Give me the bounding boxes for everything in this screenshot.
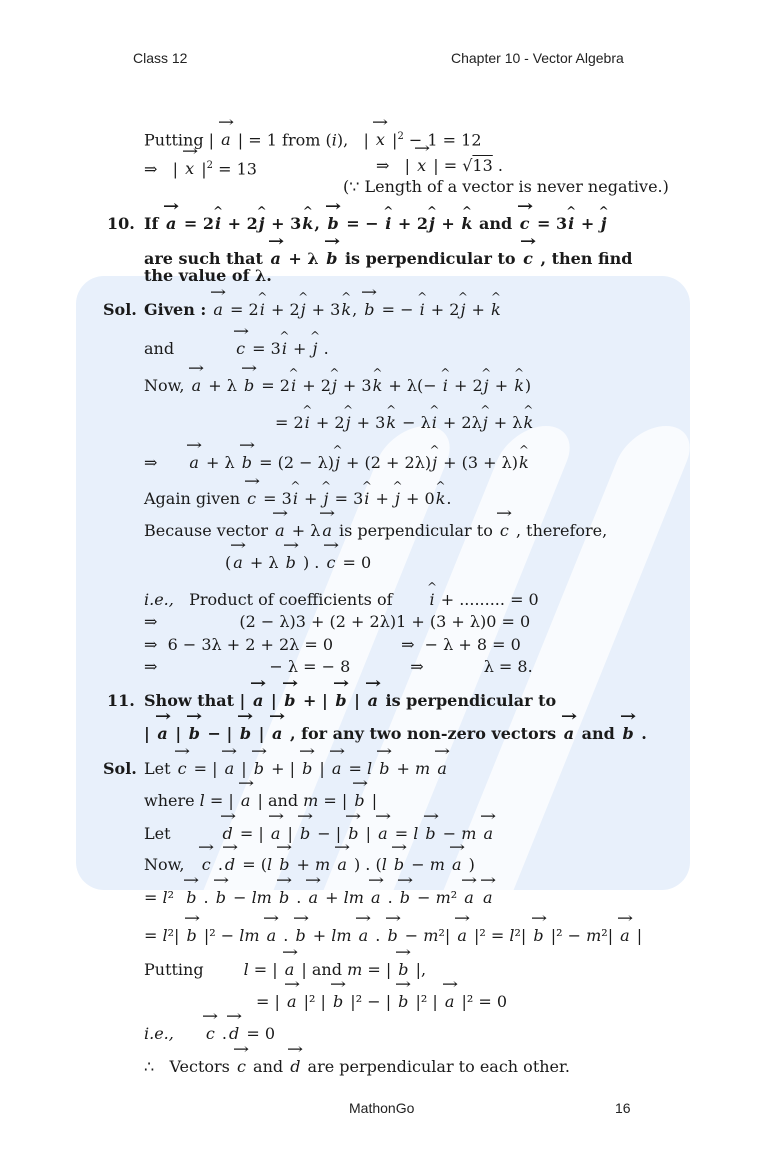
- sol11-putting: Putting l = | → a | and m = | → b |,: [144, 960, 426, 980]
- sol10-step3: ⇒ − λ = − 8 ⇒ λ = 8.: [144, 657, 533, 676]
- question-number-11: 11.: [107, 691, 135, 710]
- intro-line-2-left: ⇒ | → x $|^2 = 13$: [144, 156, 257, 179]
- sol10-now: Now, → a + λ → b = 2^ i + 2^ j + 3^ k + λ(− ^ i + 2^ j + ^ k): [144, 376, 531, 396]
- sol11-result: = | → a |² | → b |² − | → b |² | → a |² = 0: [256, 992, 507, 1012]
- sol10-step2: ⇒ 6 − 3λ + 2 + 2λ = 0 ⇒ − λ + 8 = 0: [144, 635, 521, 654]
- intro-line-2-right: ⇒ | → x | = √13 .: [376, 156, 503, 176]
- question-10-line-2: are such that → a + λ → b is perpendicular to → c , then find: [144, 249, 632, 269]
- sol10-given: Given : → a = 2^ i + 2^ j + 3^ k, → b = − ^ i + 2^ j + ^ k: [144, 300, 502, 320]
- sol10-expand: = 2^ i + 2^ j + 3^ k − λ^ i + 2λ^ j + λ^ k: [275, 413, 534, 433]
- question-10-line-1: If → a = 2^ i + 2^ j + 3^ k, → b = − ^ i + 2^ j + ^ k and → c = 3^ i + ^ j: [144, 214, 608, 234]
- question-number-10: 10.: [107, 214, 135, 233]
- sol10-step1: ⇒ (2 − λ)3 + (2 + 2λ)1 + (3 + λ)0 = 0: [144, 612, 531, 631]
- sol11-expand1: = l² → b . → b − lm → b . → a + lm → a . → b − m² → a → a: [144, 888, 494, 908]
- footer-brand: MathonGo: [349, 1100, 415, 1116]
- sol10-dot: ( → a + λ → b ) . → c = 0: [225, 553, 371, 573]
- sol11-now: Now, → c . → d = (l → b + m → a ) . (l → b − m → a ): [144, 855, 475, 875]
- sol10-again: Again given → c = 3^ i + ^ j = 3^ i + ^ j + 0^ k.: [144, 489, 452, 509]
- intro-line-1: Putting | → a | = 1 from (i), | → x $|^2 - 1 = 12$: [144, 127, 482, 150]
- sol11-expand2: = l²| → b |² − lm → a . → b + lm → a . → b − m²| → a |² = l²| → b |² − m²| → a |: [144, 926, 642, 946]
- intro-line-3: (∵ Length of a vector is never negative.): [343, 177, 669, 196]
- sol11-ie: i.e., → c . → d = 0: [144, 1024, 275, 1044]
- sol10-ie: i.e., Product of coefficients of ^ i + ......... = 0: [144, 590, 539, 610]
- question-11-line-1: Show that | → a | → b + | → b | → a is perpendicular to: [144, 691, 556, 711]
- sol10-and: and → c = 3^ i + ^ j .: [144, 339, 329, 359]
- page-number: 16: [615, 1100, 631, 1116]
- sol11-conclusion: ∴ Vectors → c and → d are perpendicular to each other.: [144, 1057, 570, 1077]
- question-10-line-3: the value of λ.: [144, 266, 272, 285]
- sol10-implies: ⇒ → a + λ → b = (2 − λ)^ j + (2 + 2λ)^ j + (3 + λ)^ k: [144, 453, 530, 473]
- solution-label-11: Sol.: [103, 759, 137, 778]
- solution-label-10: Sol.: [103, 300, 137, 319]
- sol11-let-c: Let → c = | → a | → b + | → b | → a = l → b + m → a: [144, 759, 449, 779]
- header-class: Class 12: [133, 50, 188, 66]
- sol10-because: Because vector → a + λ → a is perpendicular to → c , therefore,: [144, 521, 607, 541]
- sol11-where: where l = | → a | and m = | → b |: [144, 791, 377, 811]
- header-chapter: Chapter 10 - Vector Algebra: [451, 50, 624, 66]
- question-11-line-2: | → a | → b − | → b | → a , for any two non-zero vectors → a and → b .: [144, 724, 647, 744]
- sol11-let-d: Let → d = | → a | → b − | → b | → a = l → b − m → a: [144, 824, 495, 844]
